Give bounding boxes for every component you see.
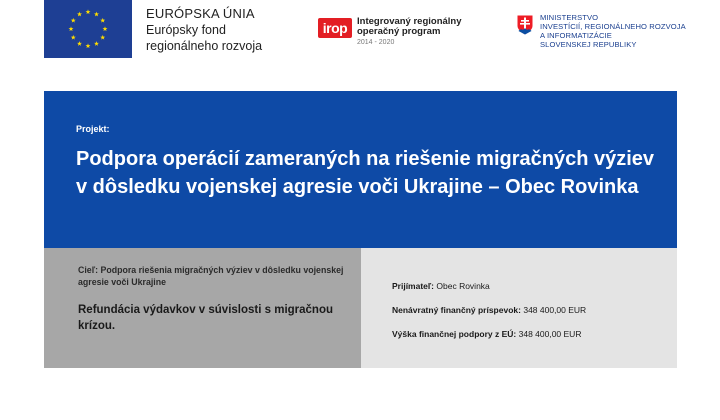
grant-value: 348 400,00 EUR (523, 305, 587, 315)
eu-star-icon (100, 18, 105, 23)
project-title: Podpora operácií zameraných na riešenie migračných výziev v dôsledku vojenskej agresie voči Ukrajine – Obec Rovinka (76, 148, 655, 198)
irop-line2: operačný program (357, 26, 441, 37)
project-label: Projekt: (76, 124, 110, 134)
refund-text: Refundácia výdavkov v súvislosti s migračnou krízou. (78, 304, 334, 332)
ministry-line3: A INFORMATIZÁCIE (540, 31, 612, 40)
recipient-row (392, 281, 490, 291)
eu-flag-icon (44, 0, 132, 58)
details-panel (361, 248, 677, 368)
goal-text: Cieľ: Podpora riešenia migračných výziev v dôsledku vojenskej agresie voči Ukrajine (78, 265, 344, 287)
eu-star-icon (86, 43, 91, 48)
irop-years: 2014 - 2020 (357, 39, 395, 46)
eu-star-icon (71, 35, 76, 40)
ministry-line1: MINISTERSTVO (540, 13, 599, 22)
eu-star-icon (103, 26, 108, 31)
eu-support-row (392, 329, 581, 339)
eu-star-icon (100, 35, 105, 40)
eu-support-label: Výška finančnej podpory z EÚ: (392, 329, 517, 339)
eu-support-value: 348 400,00 EUR (518, 329, 582, 339)
recipient-value: Obec Rovinka (436, 281, 490, 291)
eu-star-icon (86, 9, 91, 14)
eu-star-icon (69, 26, 74, 31)
project-panel (44, 91, 677, 248)
recipient-label: Prijímateľ: (392, 281, 435, 291)
irop-line1: Integrovaný regionálny (357, 16, 462, 27)
eu-line2: Európsky fond (146, 23, 226, 37)
grant-row (392, 305, 586, 315)
eu-fund-text (146, 6, 262, 54)
eu-line1: EURÓPSKA ÚNIA (146, 6, 255, 21)
eu-star-icon (94, 12, 99, 17)
eu-star-icon (77, 12, 82, 17)
grant-label: Nenávratný finančný príspevok: (392, 305, 521, 315)
header (0, 0, 720, 80)
irop-text (357, 17, 462, 48)
irop-logo-icon: irop (318, 18, 352, 38)
goal-panel (44, 248, 361, 368)
slovak-crest-icon (516, 14, 534, 36)
eu-line3: regionálneho rozvoja (146, 39, 263, 53)
ministry-text (540, 13, 686, 49)
eu-star-icon (94, 41, 99, 46)
ministry-line4: SLOVENSKEJ REPUBLIKY (540, 40, 637, 49)
eu-star-icon (71, 18, 76, 23)
ministry-line2: INVESTÍCIÍ, REGIONÁLNEHO ROZVOJA (540, 22, 686, 31)
eu-star-icon (77, 41, 82, 46)
